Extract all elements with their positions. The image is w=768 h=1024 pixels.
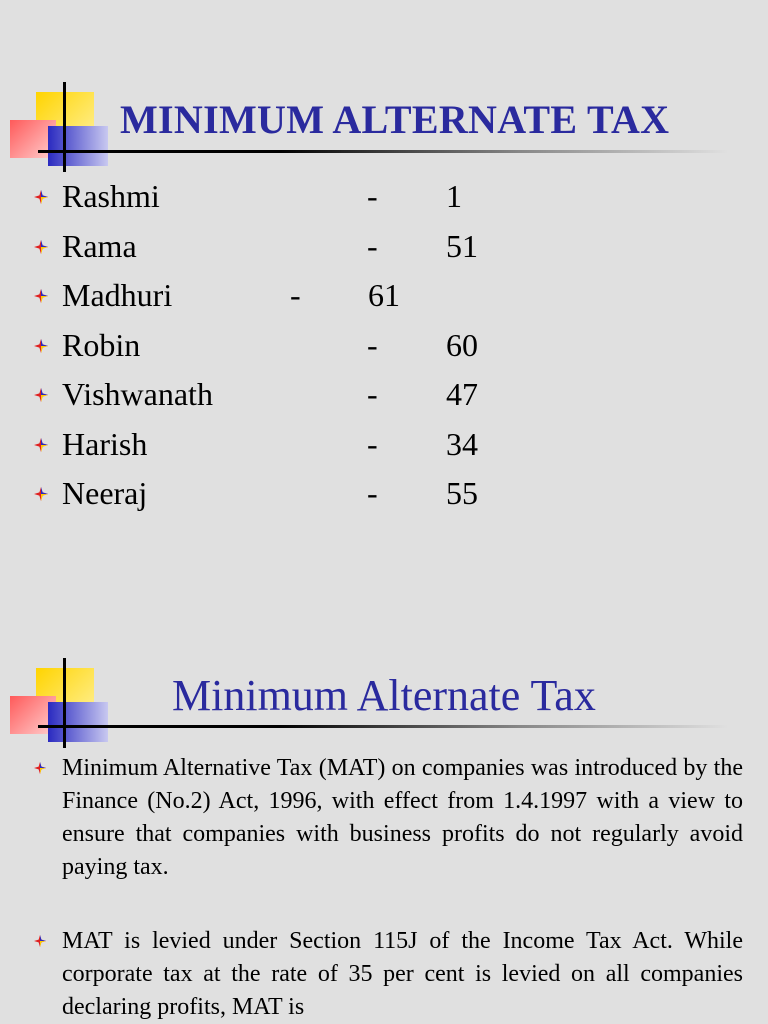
colored-squares-logo-icon <box>10 82 110 172</box>
bullet-icon <box>34 240 48 254</box>
person-name: Neeraj <box>62 475 148 511</box>
person-value: 1 <box>446 178 462 214</box>
person-value: 55 <box>446 475 478 511</box>
person-value: 61 <box>368 277 400 313</box>
bullet-icon <box>34 762 46 774</box>
person-name: Harish <box>62 426 148 462</box>
separator-dash: - <box>367 475 378 511</box>
bullet-icon <box>34 388 48 402</box>
person-value: 51 <box>446 228 478 264</box>
separator-dash: - <box>367 376 378 412</box>
bullet-icon <box>34 289 48 303</box>
title-divider <box>38 725 728 728</box>
separator-dash: - <box>367 178 378 214</box>
bullet-icon <box>34 487 48 501</box>
person-name: Madhuri <box>62 277 173 313</box>
bullet-icon <box>34 438 48 452</box>
bullet-icon <box>34 935 46 947</box>
separator-dash: - <box>290 277 301 313</box>
person-name: Robin <box>62 327 141 363</box>
slide-2 <box>0 640 768 1024</box>
person-value: 34 <box>446 426 478 462</box>
slide-title: MINIMUM ALTERNATE TAX <box>120 97 670 142</box>
separator-dash: - <box>367 327 378 363</box>
separator-dash: - <box>367 228 378 264</box>
person-name: Rama <box>62 228 137 264</box>
title-divider <box>38 150 728 153</box>
colored-squares-logo-icon <box>10 658 110 748</box>
paragraph: MAT is levied under Section 115J of the Income Tax Act. While corporate tax at the rate of 35 per cent is levied on all companies declaring profits, MAT is <box>62 928 743 1020</box>
bullet-icon <box>34 339 48 353</box>
person-value: 60 <box>446 327 478 363</box>
person-value: 47 <box>446 376 478 412</box>
slide-title: Minimum Alternate Tax <box>172 671 596 720</box>
person-name: Rashmi <box>62 178 160 214</box>
separator-dash: - <box>367 426 378 462</box>
person-name: Vishwanath <box>62 376 213 412</box>
paragraph: Minimum Alternative Tax (MAT) on companies was introduced by the Finance (No.2) Act, 1996, with effect from 1.4.1997 with a view to ensure that companies with business profits do not regularly avoid paying tax. <box>62 755 743 880</box>
bullet-icon <box>34 190 48 204</box>
